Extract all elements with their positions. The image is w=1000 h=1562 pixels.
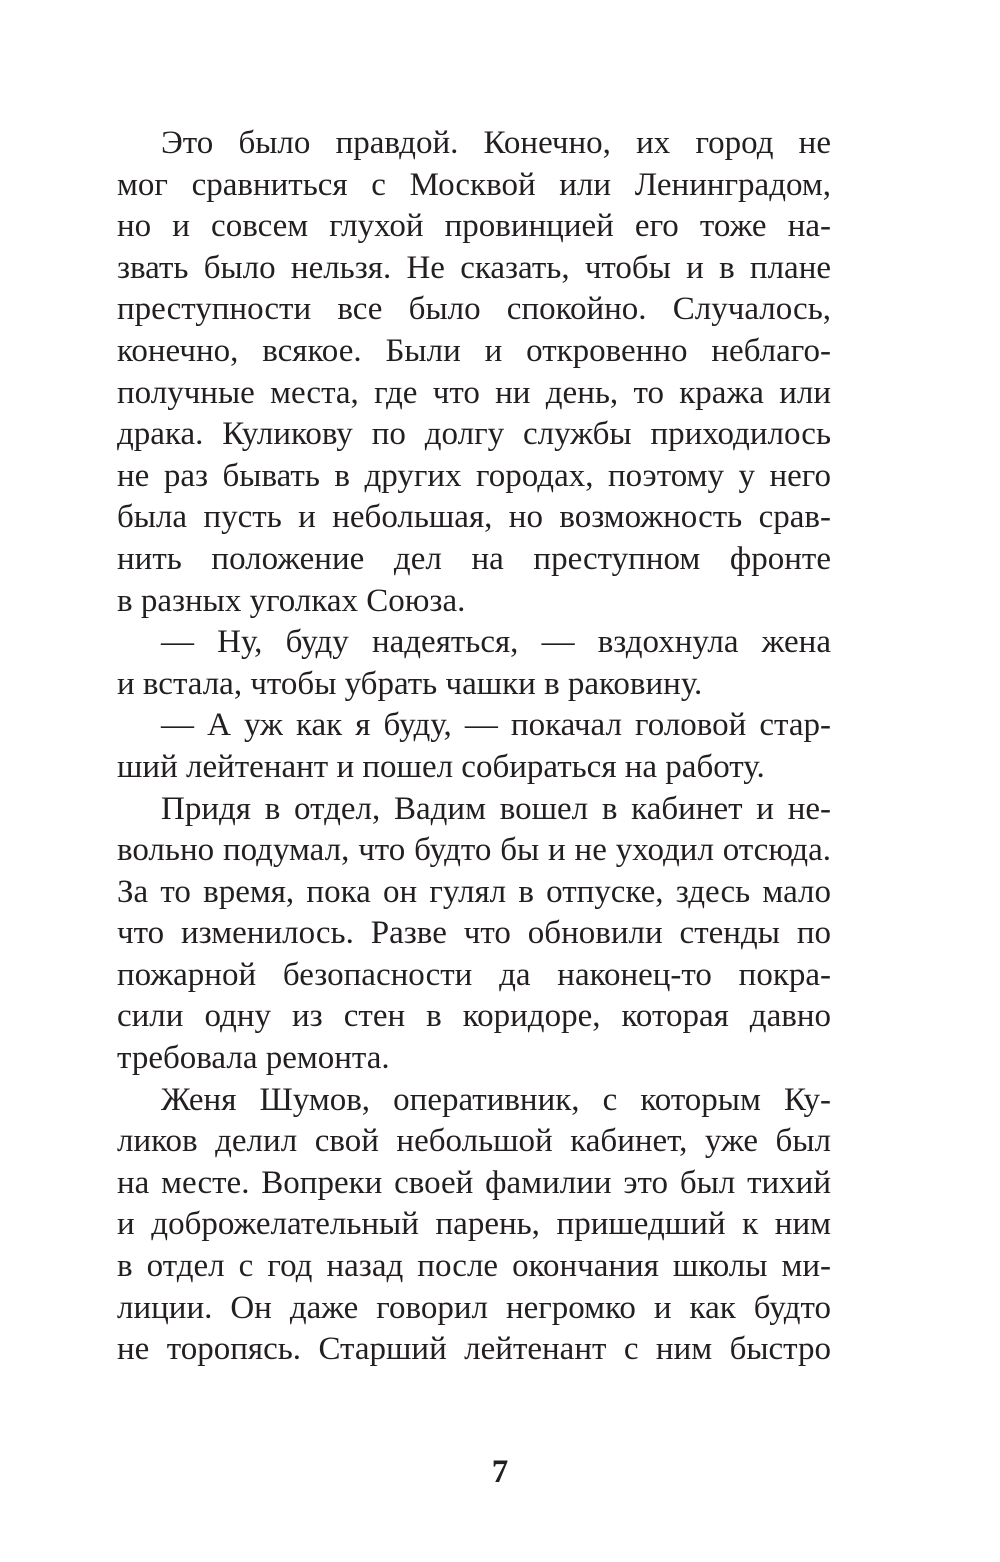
- text-line: — Ну, буду надеяться, — вздохнула жена: [161, 624, 831, 661]
- text-line: звать было нельзя. Не сказать, чтобы и в плане: [117, 249, 831, 286]
- text-line: преступности все было спокойно. Случалось,: [117, 291, 831, 328]
- text-line: — А уж как я буду, — покачал головой стар-: [161, 707, 831, 744]
- text-line: ший лейтенант и пошел собираться на работу.: [117, 748, 765, 785]
- text-line: За то время, пока он гулял в отпуске, здесь мало: [117, 873, 831, 910]
- text-line: была пусть и небольшая, но возможность срав-: [117, 499, 831, 536]
- text-line: в отдел с год назад после окончания школы ми-: [117, 1248, 831, 1285]
- text-line: Женя Шумов, оперативник, с которым Ку-: [161, 1081, 831, 1118]
- text-line: мог сравниться с Москвой или Ленинградом,: [117, 166, 831, 203]
- page-number: 7: [491, 1454, 509, 1490]
- text-line: но и совсем глухой провинцией его тоже на-: [117, 208, 831, 245]
- text-line: на месте. Вопреки своей фамилии это был тихий: [117, 1164, 831, 1201]
- text-line: и встала, чтобы убрать чашки в раковину.: [117, 665, 703, 702]
- text-line: Это было правдой. Конечно, их город не: [161, 125, 831, 161]
- text-line: в разных уголках Союза.: [117, 582, 466, 619]
- text-line: лиции. Он даже говорил негромко и как будто: [117, 1289, 831, 1326]
- text-line: что изменилось. Разве что обновили стенды по: [117, 915, 831, 952]
- text-line: Придя в отдел, Вадим вошел в кабинет и не-: [161, 790, 831, 827]
- body-text: [117, 123, 831, 1371]
- text-line: не торопясь. Старший лейтенант с ним быстро: [117, 1331, 831, 1368]
- text-line: требовала ремонта.: [117, 1040, 390, 1077]
- text-line: и доброжелательный парень, пришедший к ним: [117, 1206, 831, 1243]
- text-line: драка. Куликову по долгу службы приходилось: [117, 416, 831, 453]
- text-line: пожарной безопасности да наконец-то покра-: [117, 956, 831, 993]
- text-line: сили одну из стен в коридоре, которая давно: [117, 998, 831, 1035]
- text-line: не раз бывать в других городах, поэтому у него: [117, 457, 831, 494]
- text-line: конечно, всякое. Были и откровенно неблаго-: [117, 332, 831, 369]
- text-line: вольно подумал, что будто бы и не уходил отсюда.: [117, 832, 831, 869]
- text-line: получные места, где что ни день, то кража или: [117, 374, 831, 411]
- text-line: ликов делил свой небольшой кабинет, уже был: [117, 1123, 831, 1160]
- text-line: нить положение дел на преступном фронте: [117, 540, 831, 577]
